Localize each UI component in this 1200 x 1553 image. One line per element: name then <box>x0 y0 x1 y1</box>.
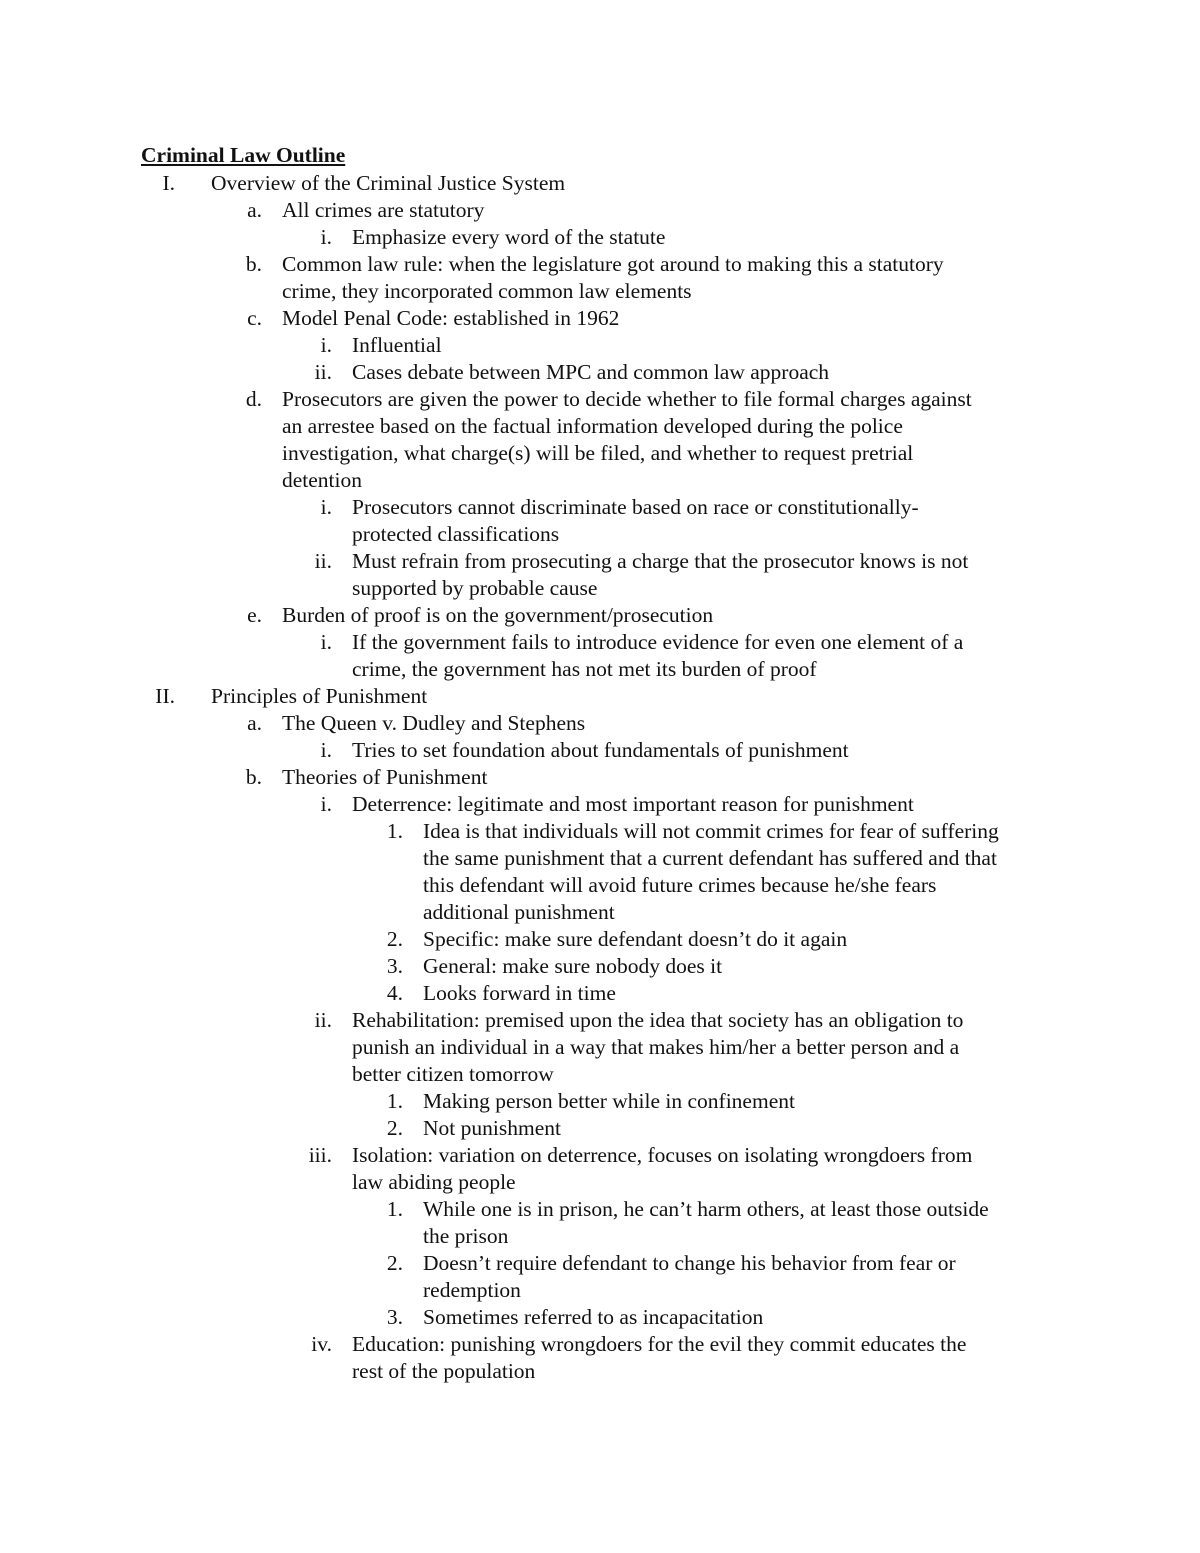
outline-marker: ii. <box>314 549 332 573</box>
outline-text: an arrestee based on the factual information developed during the police <box>282 414 903 438</box>
outline-item-continuation <box>0 1061 1200 1088</box>
outline-text: Cases debate between MPC and common law approach <box>352 360 830 384</box>
outline-marker: i. <box>320 495 332 519</box>
outline-text: redemption <box>423 1278 521 1302</box>
outline-text: The Queen v. Dudley and Stephens <box>282 711 586 735</box>
outline-item-continuation <box>0 899 1200 926</box>
outline-item <box>0 1007 1200 1034</box>
outline-item <box>0 1088 1200 1115</box>
outline-item <box>0 953 1200 980</box>
outline-item <box>0 791 1200 818</box>
outline-item <box>0 683 1200 710</box>
outline-item <box>0 1115 1200 1142</box>
outline-item <box>0 305 1200 332</box>
outline-item-continuation <box>0 521 1200 548</box>
outline-item <box>0 737 1200 764</box>
outline-text: Doesn’t require defendant to change his behavior from fear or <box>423 1251 956 1275</box>
outline-text: Emphasize every word of the statute <box>352 225 666 249</box>
outline-item-continuation <box>0 872 1200 899</box>
outline-item <box>0 170 1200 197</box>
outline-item-continuation <box>0 845 1200 872</box>
outline-text: punish an individual in a way that makes him/her a better person and a <box>352 1035 960 1059</box>
outline-item <box>0 251 1200 278</box>
outline-text: General: make sure nobody does it <box>423 954 723 978</box>
outline-item <box>0 332 1200 359</box>
outline-item-continuation <box>0 1277 1200 1304</box>
outline-item <box>0 1142 1200 1169</box>
outline-item <box>0 710 1200 737</box>
outline-item <box>0 494 1200 521</box>
outline-text: Looks forward in time <box>423 981 616 1005</box>
outline-marker: iii. <box>308 1143 332 1167</box>
outline-marker: b. <box>245 252 262 276</box>
outline-text: this defendant will avoid future crimes because he/she fears <box>423 873 937 897</box>
outline-item-continuation <box>0 440 1200 467</box>
outline-text: Burden of proof is on the government/prosecution <box>282 603 714 627</box>
outline-text: Theories of Punishment <box>282 765 488 789</box>
outline-item <box>0 1331 1200 1358</box>
outline-text: While one is in prison, he can’t harm others, at least those outside <box>423 1197 989 1221</box>
outline-marker: iv. <box>311 1332 332 1356</box>
outline-item-continuation <box>0 1169 1200 1196</box>
outline-text: Isolation: variation on deterrence, focuses on isolating wrongdoers from <box>352 1143 973 1167</box>
outline-text: Prosecutors are given the power to decide whether to file formal charges against <box>282 387 972 411</box>
outline-marker: i. <box>320 630 332 654</box>
outline-text: If the government fails to introduce evidence for even one element of a <box>352 630 964 654</box>
outline-text: the prison <box>423 1224 509 1248</box>
outline-text: Idea is that individuals will not commit crimes for fear of suffering <box>423 819 999 843</box>
outline-marker: 2. <box>386 1116 403 1140</box>
outline-marker: b. <box>245 765 262 789</box>
outline-text: Sometimes referred to as incapacitation <box>423 1305 764 1329</box>
outline-list <box>0 170 1200 1385</box>
outline-item <box>0 359 1200 386</box>
outline-text: Deterrence: legitimate and most important reason for punishment <box>352 792 914 816</box>
outline-marker: a. <box>247 711 262 735</box>
outline-text: Tries to set foundation about fundamentals of punishment <box>352 738 849 762</box>
outline-item-continuation <box>0 467 1200 494</box>
outline-marker: i. <box>320 333 332 357</box>
outline-text: Principles of Punishment <box>211 684 428 708</box>
outline-item <box>0 1196 1200 1223</box>
outline-item <box>0 629 1200 656</box>
outline-item-continuation <box>0 1358 1200 1385</box>
outline-text: protected classifications <box>352 522 560 546</box>
outline-marker: 2. <box>386 927 403 951</box>
outline-item-continuation <box>0 575 1200 602</box>
outline-marker: ii. <box>314 360 332 384</box>
outline-item <box>0 224 1200 251</box>
outline-item <box>0 386 1200 413</box>
outline-marker: a. <box>247 198 262 222</box>
outline-item <box>0 602 1200 629</box>
outline-text: Rehabilitation: premised upon the idea that society has an obligation to <box>352 1008 964 1032</box>
outline-marker: 4. <box>386 981 403 1005</box>
outline-item-continuation <box>0 1034 1200 1061</box>
outline-item <box>0 818 1200 845</box>
outline-item-continuation <box>0 1223 1200 1250</box>
outline-marker: i. <box>320 738 332 762</box>
outline-text: Education: punishing wrongdoers for the evil they commit educates the <box>352 1332 967 1356</box>
outline-item <box>0 1250 1200 1277</box>
outline-item <box>0 926 1200 953</box>
outline-text: Common law rule: when the legislature got around to making this a statutory <box>282 252 944 276</box>
outline-text: Influential <box>352 333 442 357</box>
outline-text: Overview of the Criminal Justice System <box>211 171 566 195</box>
outline-marker: i. <box>320 792 332 816</box>
outline-item-continuation <box>0 656 1200 683</box>
outline-text: Model Penal Code: established in 1962 <box>282 306 620 330</box>
outline-item-continuation <box>0 278 1200 305</box>
outline-text: rest of the population <box>352 1359 536 1383</box>
outline-text: Not punishment <box>423 1116 561 1140</box>
outline-item <box>0 548 1200 575</box>
outline-item-continuation <box>0 413 1200 440</box>
outline-text: the same punishment that a current defendant has suffered and that <box>423 846 997 870</box>
outline-marker: i. <box>320 225 332 249</box>
outline-text: law abiding people <box>352 1170 516 1194</box>
outline-text: crime, the government has not met its burden of proof <box>352 657 817 681</box>
outline-marker: 2. <box>386 1251 403 1275</box>
outline-text: All crimes are statutory <box>282 198 485 222</box>
outline-text: Specific: make sure defendant doesn’t do it again <box>423 927 848 951</box>
outline-marker: 1. <box>386 819 403 843</box>
outline-marker: I. <box>162 171 175 195</box>
outline-text: Must refrain from prosecuting a charge that the prosecutor knows is not <box>352 549 969 573</box>
outline-marker: d. <box>245 387 262 411</box>
outline-text: better citizen tomorrow <box>352 1062 554 1086</box>
outline-marker: c. <box>247 306 262 330</box>
outline-item <box>0 764 1200 791</box>
outline-text: Making person better while in confinement <box>423 1089 795 1113</box>
outline-marker: 1. <box>386 1197 403 1221</box>
outline-marker: ii. <box>314 1008 332 1032</box>
outline-text: investigation, what charge(s) will be filed, and whether to request pretrial <box>282 441 914 465</box>
outline-marker: 1. <box>386 1089 403 1113</box>
outline-marker: II. <box>155 684 175 708</box>
outline-item <box>0 197 1200 224</box>
outline-text: crime, they incorporated common law elements <box>282 279 692 303</box>
outline-text: additional punishment <box>423 900 615 924</box>
document-title: Criminal Law Outline <box>141 143 346 167</box>
outline-text: Prosecutors cannot discriminate based on race or constitutionally- <box>352 495 919 519</box>
outline-text: detention <box>282 468 363 492</box>
outline-item <box>0 1304 1200 1331</box>
outline-text: supported by probable cause <box>352 576 598 600</box>
outline-marker: 3. <box>386 1305 403 1329</box>
outline-marker: 3. <box>386 954 403 978</box>
outline-marker: e. <box>247 603 262 627</box>
outline-item <box>0 980 1200 1007</box>
